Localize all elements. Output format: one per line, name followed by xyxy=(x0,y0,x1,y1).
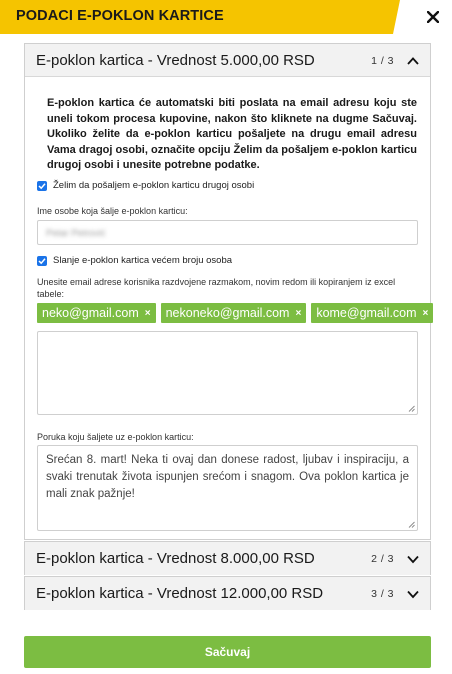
gift-card-counter-1: 1 / 3 xyxy=(371,55,394,67)
email-tag xyxy=(311,303,433,323)
gift-card-description: E-poklon kartica će automatski biti poslata na email adresu koju ste uneli tokom procesa kupovine, nakon što kliknete na dugme Sačuvaj. Ukoliko želite da e-poklon karticu pošaljete na drugu email adresu Vama dragoj osobi, označite opciju Želim da pošaljem e-poklon karticu drugoj osobi i unesite potrebne podatke. xyxy=(47,97,417,171)
sender-name-value: Petar Petrović xyxy=(46,228,106,239)
save-button[interactable]: Sačuvaj xyxy=(24,636,431,668)
gift-card-header-2[interactable] xyxy=(25,542,430,575)
send-to-other-row[interactable] xyxy=(37,180,254,191)
emails-textarea[interactable] xyxy=(37,331,418,415)
message-text: Srećan 8. mart! Neka ti ovaj dan donese radost, ljubav i inspiraciju, a svaki trenutak života ispunjen srećom i snagom. Ova poklon kartica je mali znak pažnje! xyxy=(46,454,409,500)
gift-card-title-1: E-poklon kartica - Vrednost 5.000,00 RSD xyxy=(36,52,315,69)
send-to-other-checkbox[interactable] xyxy=(37,181,47,191)
email-tag-text: kome@gmail.com xyxy=(316,306,417,320)
gift-card-panel-1 xyxy=(24,43,431,540)
gift-card-header-3[interactable] xyxy=(25,577,430,610)
multiple-recipients-label: Slanje e-poklon kartica većem broju osoba xyxy=(53,255,233,266)
gift-card-header-1[interactable] xyxy=(25,44,430,77)
email-tag xyxy=(161,303,307,323)
sender-name-label: Ime osobe koja šalje e-poklon karticu: xyxy=(37,206,188,216)
remove-tag-icon[interactable]: × xyxy=(295,307,302,319)
gift-card-panel-3 xyxy=(24,576,431,610)
gift-card-title-2: E-poklon kartica - Vrednost 8.000,00 RSD xyxy=(36,550,315,567)
email-tag-text: nekoneko@gmail.com xyxy=(165,306,290,320)
chevron-down-icon[interactable] xyxy=(406,587,420,601)
resize-grip-icon[interactable] xyxy=(408,405,415,412)
modal-title: PODACI E-POKLON KARTICE xyxy=(16,8,224,24)
checkmark-icon xyxy=(38,182,46,190)
remove-tag-icon[interactable]: × xyxy=(422,307,429,319)
checkmark-icon xyxy=(38,257,46,265)
gift-card-panel-2 xyxy=(24,541,431,575)
close-button[interactable] xyxy=(424,8,442,26)
chevron-down-icon[interactable] xyxy=(406,552,420,566)
message-textarea[interactable] xyxy=(37,445,418,531)
emails-label: Unesite email adrese korisnika razdvojene razmakom, novim redom ili kopiranjem iz excel tabele: xyxy=(37,277,396,299)
gift-card-counter-2: 2 / 3 xyxy=(371,553,394,565)
multiple-recipients-checkbox[interactable] xyxy=(37,256,47,266)
modal-header xyxy=(0,0,452,34)
email-tag xyxy=(37,303,156,323)
remove-tag-icon[interactable]: × xyxy=(144,307,151,319)
gift-card-counter-3: 3 / 3 xyxy=(371,588,394,600)
send-to-other-label: Želim da pošaljem e-poklon karticu drugoj osobi xyxy=(53,180,255,191)
sender-name-input[interactable] xyxy=(37,220,418,245)
resize-grip-icon[interactable] xyxy=(408,521,415,528)
email-tags xyxy=(37,303,433,323)
chevron-up-icon[interactable] xyxy=(406,54,420,68)
email-tag-text: neko@gmail.com xyxy=(42,306,139,320)
close-icon xyxy=(427,11,439,23)
message-label: Poruka koju šaljete uz e-poklon karticu: xyxy=(37,432,194,442)
gift-card-title-3: E-poklon kartica - Vrednost 12.000,00 RSD xyxy=(36,585,324,602)
multiple-recipients-row[interactable] xyxy=(37,255,232,266)
